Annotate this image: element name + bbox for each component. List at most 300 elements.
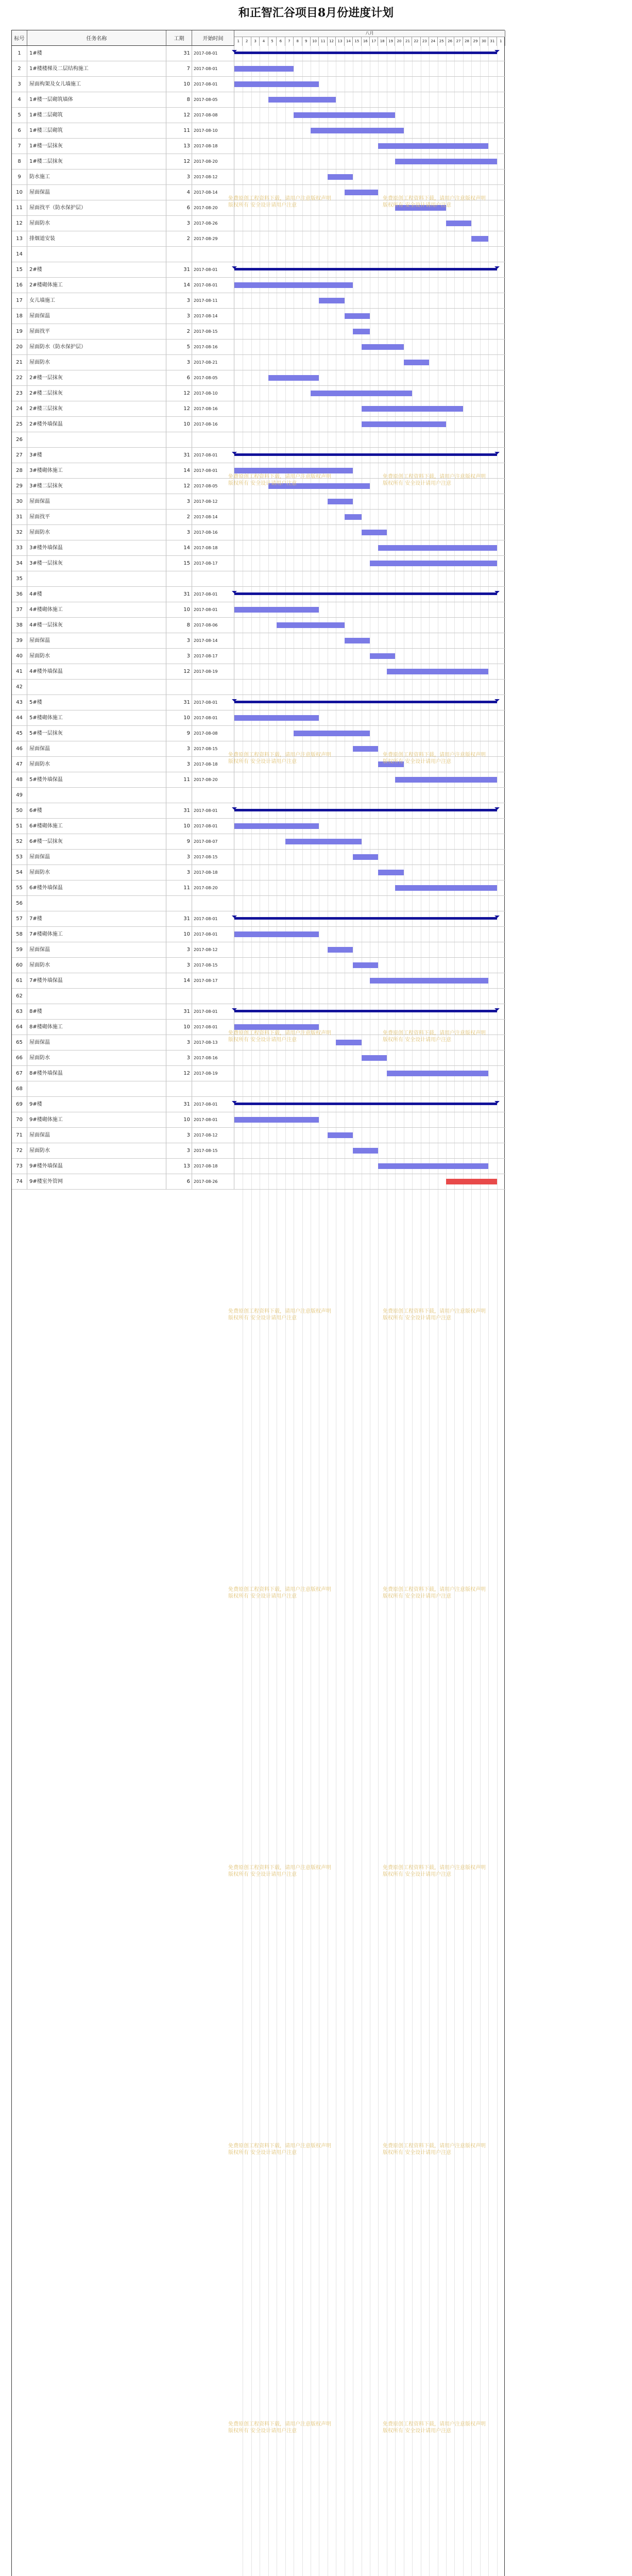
row-task-name: 屋面保温 [27, 309, 166, 324]
row-id: 73 [12, 1159, 27, 1174]
table-row[interactable] [12, 1081, 505, 1097]
row-duration: 3 [166, 942, 192, 957]
task-bar[interactable] [370, 653, 395, 659]
task-bar[interactable] [353, 962, 378, 968]
row-start-date: 2017-08-01 [192, 911, 234, 926]
summary-bar[interactable] [234, 917, 497, 920]
table-row[interactable] [12, 649, 505, 664]
task-bar[interactable] [378, 870, 403, 875]
task-bar[interactable] [345, 514, 362, 520]
table-row[interactable] [12, 401, 505, 417]
table-row[interactable] [12, 695, 505, 710]
watermark-text: 免费原创工程资料下载，请用户注意版权声明 版权所有 安全设计请用户注意 [383, 474, 486, 486]
table-row[interactable] [12, 896, 505, 911]
row-start-date: 2017-08-14 [192, 633, 234, 648]
row-id: 49 [12, 788, 27, 803]
table-row[interactable] [12, 911, 505, 927]
day-label: 25 [438, 37, 446, 46]
summary-bar[interactable] [234, 268, 497, 270]
row-start-date: 2017-08-01 [192, 278, 234, 293]
watermark-text: 免费原创工程资料下载，请用户注意版权声明 版权所有 安全设计请用户注意 [383, 752, 486, 765]
row-duration: 3 [166, 1143, 192, 1158]
row-start-date: 2017-08-13 [192, 1035, 234, 1050]
table-row[interactable] [12, 710, 505, 726]
table-row[interactable] [12, 803, 505, 819]
row-start-date: 2017-08-16 [192, 525, 234, 540]
row-start-date [192, 571, 234, 586]
task-bar[interactable] [234, 468, 353, 473]
row-id: 14 [12, 247, 27, 262]
row-start-date: 2017-08-20 [192, 154, 234, 169]
row-task-name: 屋面构架及女儿墙施工 [27, 77, 166, 92]
task-bar[interactable] [378, 143, 488, 149]
task-bar[interactable] [234, 823, 319, 829]
table-row[interactable] [12, 61, 505, 77]
task-bar[interactable] [345, 190, 379, 195]
row-id: 50 [12, 803, 27, 818]
task-bar[interactable] [353, 854, 378, 860]
watermark-text: 免费原创工程资料下载，请用户注意版权声明 版权所有 安全设计请用户注意 [228, 2421, 331, 2434]
gantt-sheet [11, 30, 505, 2576]
row-task-name [27, 989, 166, 1004]
row-start-date: 2017-08-15 [192, 958, 234, 973]
table-row[interactable] [12, 942, 505, 958]
critical-task-bar[interactable] [446, 1179, 497, 1184]
task-bar[interactable] [471, 236, 488, 242]
table-row[interactable] [12, 293, 505, 309]
row-task-name: 屋面防水 [27, 216, 166, 231]
row-duration: 15 [166, 556, 192, 571]
row-task-name [27, 1081, 166, 1096]
summary-bar[interactable] [234, 52, 497, 54]
row-duration: 3 [166, 865, 192, 880]
row-start-date: 2017-08-14 [192, 185, 234, 200]
table-row[interactable] [12, 1097, 505, 1112]
table-row[interactable] [12, 370, 505, 386]
row-task-name: 屋面防水 [27, 1050, 166, 1065]
task-bar[interactable] [328, 499, 353, 504]
task-bar[interactable] [370, 561, 497, 566]
row-id: 36 [12, 587, 27, 602]
row-start-date [192, 989, 234, 1004]
row-start-date: 2017-08-05 [192, 92, 234, 107]
table-row[interactable] [12, 1050, 505, 1066]
row-duration: 10 [166, 1020, 192, 1035]
table-row[interactable] [12, 664, 505, 680]
task-bar[interactable] [234, 1024, 319, 1030]
table-row[interactable] [12, 1112, 505, 1128]
row-duration: 11 [166, 880, 192, 895]
table-row[interactable] [12, 602, 505, 618]
row-duration: 3 [166, 1128, 192, 1143]
table-row[interactable] [12, 139, 505, 154]
table-row[interactable] [12, 108, 505, 123]
row-duration: 3 [166, 216, 192, 231]
table-row[interactable] [12, 571, 505, 587]
task-bar[interactable] [404, 360, 429, 365]
row-start-date: 2017-08-14 [192, 510, 234, 524]
watermark-text: 免费原创工程资料下载，请用户注意版权声明 版权所有 安全设计请用户注意 [383, 1865, 486, 1877]
row-task-name: 屋面防水（防水保护层） [27, 340, 166, 354]
day-label: 30 [480, 37, 488, 46]
task-bar[interactable] [234, 607, 319, 613]
row-start-date: 2017-08-15 [192, 1143, 234, 1158]
task-bar[interactable] [311, 391, 412, 396]
row-duration [166, 247, 192, 262]
row-start-date: 2017-08-15 [192, 741, 234, 756]
task-bar[interactable] [378, 1163, 488, 1169]
task-bar[interactable] [328, 1132, 353, 1138]
task-bar[interactable] [345, 313, 370, 319]
table-row[interactable] [12, 77, 505, 92]
row-task-name: 7#楼 [27, 911, 166, 926]
row-task-name: 屋面保温 [27, 942, 166, 957]
summary-bar[interactable] [234, 453, 497, 456]
row-id: 15 [12, 262, 27, 277]
row-duration: 2 [166, 231, 192, 246]
row-id: 72 [12, 1143, 27, 1158]
watermark-text: 免费原创工程资料下载，请用户注意版权声明 版权所有 安全设计请用户注意 [383, 1309, 486, 1321]
row-duration: 31 [166, 695, 192, 710]
row-duration: 6 [166, 370, 192, 385]
day-label: 1 [234, 37, 243, 46]
task-bar[interactable] [234, 66, 294, 72]
task-bar[interactable] [234, 715, 319, 721]
row-start-date: 2017-08-18 [192, 139, 234, 154]
table-row[interactable] [12, 834, 505, 850]
row-task-name: 屋面保温 [27, 494, 166, 509]
task-bar[interactable] [353, 1148, 378, 1154]
row-id: 5 [12, 108, 27, 123]
table-row[interactable] [12, 788, 505, 803]
table-row[interactable] [12, 865, 505, 880]
row-id: 60 [12, 958, 27, 973]
row-task-name: 屋面保温 [27, 850, 166, 865]
row-id: 26 [12, 432, 27, 447]
table-row[interactable] [12, 1128, 505, 1143]
row-task-name: 屋面防水 [27, 525, 166, 540]
row-task-name: 3#楼外墙保温 [27, 540, 166, 555]
row-start-date: 2017-08-18 [192, 540, 234, 555]
row-task-name: 1#楼一层砌筑墙体 [27, 92, 166, 107]
row-task-name: 1#楼三层砌筑 [27, 123, 166, 138]
row-task-name [27, 432, 166, 447]
row-id: 10 [12, 185, 27, 200]
table-row[interactable] [12, 154, 505, 170]
row-duration: 10 [166, 927, 192, 942]
row-start-date: 2017-08-01 [192, 77, 234, 92]
day-label: 29 [471, 37, 480, 46]
row-id: 2 [12, 61, 27, 76]
table-row[interactable] [12, 46, 505, 61]
row-duration [166, 989, 192, 1004]
table-row[interactable] [12, 386, 505, 401]
task-bar[interactable] [362, 344, 404, 350]
task-bar[interactable] [353, 746, 378, 752]
row-task-name: 1#楼 [27, 46, 166, 61]
watermark-text: 免费原创工程资料下载，请用户注意版权声明 版权所有 安全设计请用户注意 [228, 2143, 331, 2156]
row-id: 25 [12, 417, 27, 432]
table-row[interactable] [12, 510, 505, 525]
row-task-name: 屋面保温 [27, 741, 166, 756]
table-row[interactable] [12, 432, 505, 448]
row-duration [166, 896, 192, 911]
row-task-name: 4#楼 [27, 587, 166, 602]
table-row[interactable] [12, 340, 505, 355]
table-row[interactable] [12, 309, 505, 324]
day-label: 9 [302, 37, 311, 46]
day-label: 24 [429, 37, 437, 46]
row-id: 4 [12, 92, 27, 107]
row-start-date: 2017-08-20 [192, 772, 234, 787]
row-duration: 3 [166, 741, 192, 756]
table-row[interactable] [12, 880, 505, 896]
row-task-name: 7#楼外墙保温 [27, 973, 166, 988]
day-label: 27 [454, 37, 463, 46]
row-duration: 8 [166, 92, 192, 107]
task-bar[interactable] [446, 221, 471, 226]
row-id: 41 [12, 664, 27, 679]
row-id: 62 [12, 989, 27, 1004]
watermark-text: 免费原创工程资料下载，请用户注意版权声明 版权所有 安全设计请用户注意 [383, 196, 486, 208]
row-task-name: 屋面找平 [27, 510, 166, 524]
watermark-text: 免费原创工程资料下载，请用户注意版权声明 版权所有 安全设计请用户注意 [383, 2143, 486, 2156]
row-id: 23 [12, 386, 27, 401]
table-row[interactable] [12, 262, 505, 278]
task-bar[interactable] [395, 159, 497, 164]
row-id: 1 [12, 46, 27, 61]
header-name: 任务名称 [27, 30, 166, 46]
row-duration: 13 [166, 1159, 192, 1174]
task-bar[interactable] [395, 885, 497, 891]
row-id: 47 [12, 757, 27, 772]
summary-bar[interactable] [234, 1010, 497, 1012]
row-task-name: 2#楼三层抹灰 [27, 401, 166, 416]
row-duration: 12 [166, 479, 192, 494]
table-row[interactable] [12, 958, 505, 973]
task-bar[interactable] [268, 375, 319, 381]
task-bar[interactable] [328, 947, 353, 953]
table-row[interactable] [12, 556, 505, 571]
table-row[interactable] [12, 231, 505, 247]
table-row[interactable] [12, 772, 505, 788]
row-task-name: 3#楼一层抹灰 [27, 556, 166, 571]
table-row[interactable] [12, 680, 505, 695]
row-start-date: 2017-08-01 [192, 1004, 234, 1019]
table-row[interactable] [12, 355, 505, 370]
day-label: 14 [345, 37, 353, 46]
row-start-date: 2017-08-16 [192, 1050, 234, 1065]
table-row[interactable] [12, 1066, 505, 1081]
row-duration: 3 [166, 649, 192, 664]
summary-bar[interactable] [234, 592, 497, 595]
task-bar[interactable] [387, 1071, 488, 1076]
row-id: 37 [12, 602, 27, 617]
task-bar[interactable] [345, 638, 370, 643]
row-start-date [192, 788, 234, 803]
row-duration: 12 [166, 664, 192, 679]
row-duration: 31 [166, 46, 192, 61]
table-row[interactable] [12, 1004, 505, 1020]
row-task-name [27, 896, 166, 911]
row-id: 30 [12, 494, 27, 509]
watermark-text: 免费原创工程资料下载，请用户注意版权声明 版权所有 安全设计请用户注意 [228, 1587, 331, 1599]
table-row[interactable] [12, 1174, 505, 1190]
watermark-text: 免费原创工程资料下载，请用户注意版权声明 版权所有 安全设计请用户注意 [383, 2421, 486, 2434]
row-task-name: 5#楼 [27, 695, 166, 710]
row-start-date: 2017-08-29 [192, 231, 234, 246]
table-row[interactable] [12, 989, 505, 1004]
table-row[interactable] [12, 618, 505, 633]
row-task-name: 4#楼一层抹灰 [27, 618, 166, 633]
row-id: 21 [12, 355, 27, 370]
row-duration: 31 [166, 1097, 192, 1112]
row-duration: 14 [166, 278, 192, 293]
table-row[interactable] [12, 850, 505, 865]
table-row[interactable] [12, 92, 505, 108]
task-bar[interactable] [319, 298, 344, 303]
row-task-name: 6#楼外墙保温 [27, 880, 166, 895]
task-bar[interactable] [362, 1055, 387, 1061]
row-duration [166, 571, 192, 586]
table-row[interactable] [12, 278, 505, 293]
table-row[interactable] [12, 448, 505, 463]
row-id: 64 [12, 1020, 27, 1035]
table-row[interactable] [12, 417, 505, 432]
row-duration: 12 [166, 386, 192, 401]
row-duration: 10 [166, 602, 192, 617]
task-bar[interactable] [234, 282, 353, 288]
day-label: 23 [421, 37, 429, 46]
task-bar[interactable] [234, 81, 319, 87]
row-duration: 31 [166, 587, 192, 602]
row-start-date: 2017-08-10 [192, 386, 234, 401]
table-row[interactable] [12, 170, 505, 185]
row-start-date: 2017-08-18 [192, 757, 234, 772]
row-task-name: 9#楼室外管网 [27, 1174, 166, 1189]
task-bar[interactable] [328, 174, 353, 180]
table-row[interactable] [12, 216, 505, 231]
table-row[interactable] [12, 1143, 505, 1159]
row-start-date: 2017-08-26 [192, 1174, 234, 1189]
table-row[interactable] [12, 726, 505, 741]
table-row[interactable] [12, 525, 505, 540]
task-bar[interactable] [294, 731, 370, 736]
row-task-name: 4#楼外墙保温 [27, 664, 166, 679]
row-id: 8 [12, 154, 27, 169]
row-duration [166, 680, 192, 694]
day-label: 22 [412, 37, 420, 46]
row-duration: 10 [166, 819, 192, 834]
summary-bar[interactable] [234, 701, 497, 703]
row-task-name: 1#楼楼梯及二层结构施工 [27, 61, 166, 76]
row-start-date: 2017-08-16 [192, 417, 234, 432]
table-row[interactable] [12, 1159, 505, 1174]
row-id: 19 [12, 324, 27, 339]
day-label: 10 [311, 37, 319, 46]
row-id: 28 [12, 463, 27, 478]
row-duration: 3 [166, 1050, 192, 1065]
row-task-name: 6#楼 [27, 803, 166, 818]
table-row[interactable] [12, 587, 505, 602]
row-start-date [192, 432, 234, 447]
row-task-name: 2#楼外墙保温 [27, 417, 166, 432]
table-row[interactable] [12, 819, 505, 834]
row-id: 20 [12, 340, 27, 354]
task-bar[interactable] [336, 1040, 361, 1045]
row-task-name: 3#楼 [27, 448, 166, 463]
task-bar[interactable] [362, 530, 387, 535]
table-row[interactable] [12, 927, 505, 942]
row-id: 54 [12, 865, 27, 880]
summary-bar[interactable] [234, 1103, 497, 1105]
task-bar[interactable] [387, 669, 488, 674]
row-id: 74 [12, 1174, 27, 1189]
row-duration: 10 [166, 1112, 192, 1127]
day-label: 18 [378, 37, 386, 46]
row-id: 12 [12, 216, 27, 231]
task-bar[interactable] [395, 777, 497, 783]
task-bar[interactable] [378, 545, 497, 551]
task-bar[interactable] [294, 112, 395, 118]
task-bar[interactable] [234, 1117, 319, 1123]
row-start-date: 2017-08-10 [192, 123, 234, 138]
task-bar[interactable] [353, 329, 370, 334]
task-bar[interactable] [362, 406, 463, 412]
row-id: 39 [12, 633, 27, 648]
row-duration: 3 [166, 293, 192, 308]
row-id: 31 [12, 510, 27, 524]
row-start-date [192, 896, 234, 911]
row-start-date: 2017-08-12 [192, 494, 234, 509]
task-bar[interactable] [370, 978, 488, 984]
page-title: 和正智汇谷项目8月份进度计划 [238, 6, 394, 20]
row-task-name: 6#楼砌体施工 [27, 819, 166, 834]
row-start-date: 2017-08-01 [192, 46, 234, 61]
row-duration: 6 [166, 1174, 192, 1189]
day-label: 15 [353, 37, 361, 46]
row-id: 66 [12, 1050, 27, 1065]
row-task-name [27, 788, 166, 803]
row-task-name: 屋面防水 [27, 865, 166, 880]
row-id: 9 [12, 170, 27, 184]
table-row[interactable] [12, 973, 505, 989]
task-bar[interactable] [277, 622, 345, 628]
row-start-date: 2017-08-01 [192, 803, 234, 818]
table-row[interactable] [12, 123, 505, 139]
day-label: 1 [497, 37, 505, 46]
table-row[interactable] [12, 540, 505, 556]
day-label: 26 [446, 37, 454, 46]
task-bar[interactable] [285, 839, 362, 844]
table-row[interactable] [12, 494, 505, 510]
table-row[interactable] [12, 247, 505, 262]
summary-bar[interactable] [234, 809, 497, 811]
row-start-date: 2017-08-08 [192, 726, 234, 741]
task-bar[interactable] [234, 931, 319, 937]
task-bar[interactable] [362, 421, 446, 427]
table-row[interactable] [12, 324, 505, 340]
watermark-text: 免费原创工程资料下载，请用户注意版权声明 版权所有 安全设计请用户注意 [228, 1030, 331, 1043]
row-task-name: 屋面找平 [27, 324, 166, 339]
row-duration: 3 [166, 170, 192, 184]
task-bar[interactable] [268, 97, 336, 103]
row-start-date: 2017-08-18 [192, 865, 234, 880]
table-row[interactable] [12, 633, 505, 649]
header-id: 标号 [12, 30, 27, 46]
task-bar[interactable] [311, 128, 404, 133]
row-duration [166, 1081, 192, 1096]
